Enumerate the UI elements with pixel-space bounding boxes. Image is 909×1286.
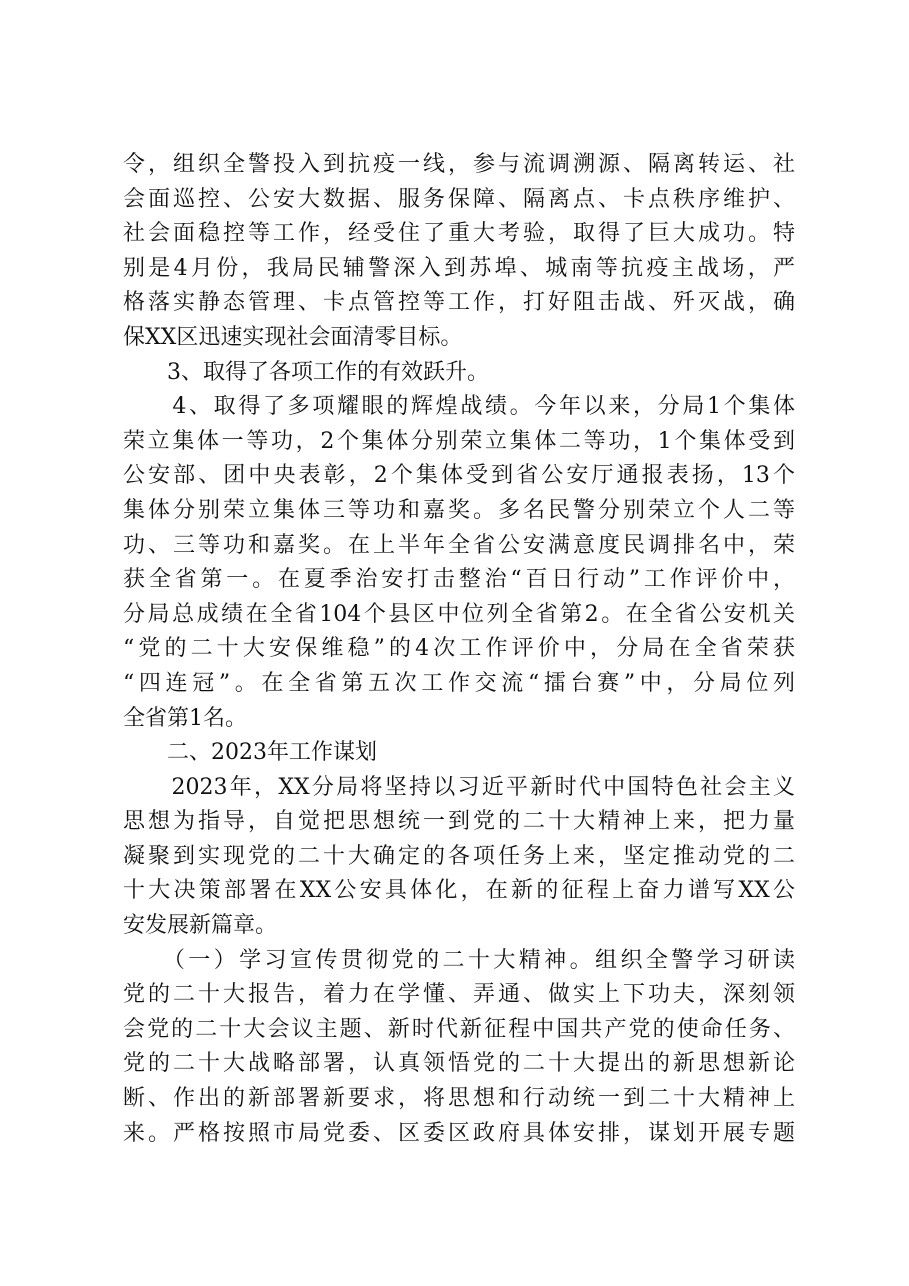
text-line: 来。严格按照市局党委、区委区政府具体安排，谋划开展专题 xyxy=(123,1120,795,1146)
text-line: 党的二十大报告，着力在学懂、弄通、做实上下功夫，深刻领 xyxy=(123,982,795,1008)
text-line: “党的二十大安保维稳”的4次工作评价中，分局在全省荣获 xyxy=(123,636,795,662)
document-body xyxy=(123,148,795,1151)
text-line: 党的二十大战略部署，认真领悟党的二十大提出的新思想新论 xyxy=(123,1051,795,1077)
text-line: 集体分别荣立集体三等功和嘉奖。多名民警分别荣立个人二等 xyxy=(123,497,795,523)
text-line: 思想为指导，自觉把思想统一到党的二十大精神上来，把力量 xyxy=(123,809,795,835)
section-heading: 3、取得了各项工作的有效跃升。 xyxy=(123,359,489,385)
text-line: 荣立集体一等功，2个集体分别荣立集体二等功，1个集体受到 xyxy=(123,428,795,454)
text-line: 断、作出的新部署新要求，将思想和行动统一到二十大精神上 xyxy=(123,1086,795,1112)
text-line: 公安部、团中央表彰，2个集体受到省公安厅通报表扬，13个 xyxy=(123,463,795,489)
text-line: 安发展新篇章。 xyxy=(123,913,278,939)
text-line: 社会面稳控等工作，经受住了重大考验，取得了巨大成功。特 xyxy=(123,221,795,247)
text-line: “四连冠”。在全省第五次工作交流“擂台赛”中，分局位列 xyxy=(123,670,795,696)
text-line: 格落实静态管理、卡点管控等工作，打好阻击战、歼灭战，确 xyxy=(123,290,795,316)
text-line: 会面巡控、公安大数据、服务保障、隔离点、卡点秩序维护、 xyxy=(123,186,795,212)
text-line: 2023年，XX分局将坚持以习近平新时代中国特色社会主义 xyxy=(123,774,795,800)
section-heading: 二、2023年工作谋划 xyxy=(123,740,377,766)
text-line: 别是4月份，我局民辅警深入到苏埠、城南等抗疫主战场，严 xyxy=(123,255,795,281)
text-line: 功、三等功和嘉奖。在上半年全省公安满意度民调排名中，荣 xyxy=(123,532,795,558)
text-line: 全省第1名。 xyxy=(123,705,247,731)
text-line: 分局总成绩在全省104个县区中位列全省第2。在全省公安机关 xyxy=(123,601,795,627)
text-line: 4、取得了多项耀眼的辉煌战绩。今年以来，分局1个集体 xyxy=(123,394,795,420)
text-line: 令，组织全警投入到抗疫一线，参与流调溯源、隔离转运、社 xyxy=(123,152,795,177)
text-line: 十大决策部署在XX公安具体化，在新的征程上奋力谱写XX公 xyxy=(123,878,795,904)
text-line: 凝聚到实现党的二十大确定的各项任务上来，坚定推动党的二 xyxy=(123,843,795,869)
text-line: （一）学习宣传贯彻党的二十大精神。组织全警学习研读 xyxy=(123,947,795,973)
text-line: 会党的二十大会议主题、新时代新征程中国共产党的使命任务、 xyxy=(123,1016,795,1042)
text-line: 获全省第一。在夏季治安打击整治“百日行动”工作评价中， xyxy=(123,567,795,593)
text-line: 保XX区迅速实现社会面清零目标。 xyxy=(123,324,463,350)
